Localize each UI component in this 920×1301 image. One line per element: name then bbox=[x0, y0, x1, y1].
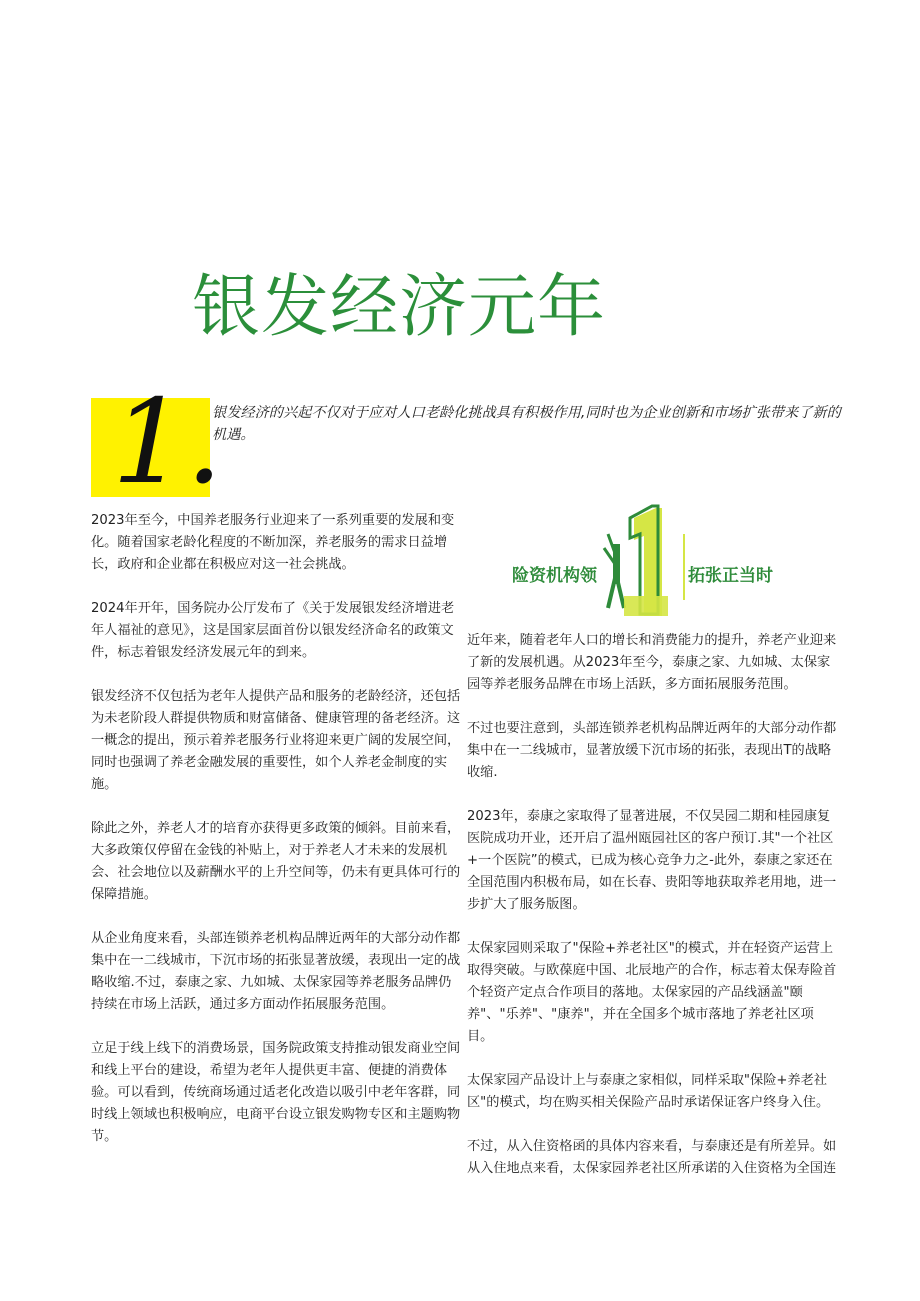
page-title: 银发经济元年 bbox=[192, 268, 607, 347]
paragraph: 2024年开年，国务院办公厅发布了《关于发展银发经济增进老年人福祉的意见》，这是国家层面首份以银发经济命名的政策文件，标志着银发经济发展元年的到来。 bbox=[91, 601, 455, 660]
paragraph: 不过也要注意到，头部连锁养老机构品牌近两年的大部分动作都集中在一二线城市，显著放缓下沉市场的拓张，表现出T的战略收缩. bbox=[467, 721, 837, 780]
right-column bbox=[467, 630, 839, 1202]
paragraph: 2023年，泰康之家取得了显著进展，不仅吴园二期和桂园康复医院成功开业，还开启了温州瓯园社区的客户预订.其"一个社区+一个医院”的模式，已成为核心竞争力之-此外，泰康之家还在全国范围内积极布局，如在长春、贵阳等地获取养老用地，进一步扩大了服务版图。 bbox=[467, 809, 837, 912]
paragraph: 近年来，随着老年人口的增长和消费能力的提升，养老产业迎来了新的发展机遇。从2023年至今，泰康之家、九如城、太保家园等养老服务品牌在市场上活跃，多方面拓展服务范围。 bbox=[467, 633, 837, 692]
banner-left-text: 险资机构领 bbox=[512, 566, 597, 586]
paragraph: 立足于线上线下的消费场景，国务院政策支持推动银发商业空间和线上平台的建设，希望为老年人提供更丰富、便捷的消费体验。可以看到，传统商场通过适老化改造以吸引中老年客群，同时线上领域也积极响应，电商平台设立银发购物专区和主题购物节。 bbox=[91, 1041, 461, 1144]
section-number: 1. bbox=[112, 375, 223, 510]
paragraph: 不过，从入住资格函的具体内容来看，与泰康还是有所差异。如从入住地点来看，太保家园养老社区所承诺的入住资格为全国连 bbox=[467, 1139, 837, 1176]
paragraph: 太保家园产品设计上与泰康之家相似，同样采取"保险+养老社区"的模式，均在购买相关保险产品时承诺保证客户终身入住。 bbox=[467, 1073, 830, 1110]
paragraph: 银发经济不仅包括为老年人提供产品和服务的老龄经济，还包括为未老阶段人群提供物质和财富储备、健康管理的备老经济。这一概念的提出，预示着养老服务行业将迎来更广阔的发展空间，同时也强调了养老金融发展的重要性，如个人养老金制度的实施。 bbox=[91, 689, 461, 792]
paragraph: 从企业角度来看，头部连锁养老机构品牌近两年的大部分动作都集中在一二线城市，下沉市场的拓张显著放缓，表现出一定的战略收缩.不过，泰康之家、九如城、太保家园等养老服务品牌仍持续在市场上活跃，通过多方面动作拓展服务范围。 bbox=[91, 931, 461, 1012]
lead-paragraph: 银发经济的兴起不仅对于应对人口老龄化挑战具有积极作用,同时也为企业创新和市场扩张带来了新的机遇。 bbox=[212, 405, 841, 443]
banner-number-one bbox=[624, 506, 668, 616]
wheat-icon bbox=[604, 534, 624, 608]
paragraph: 除此之外，养老人才的培育亦获得更多政策的倾斜。目前来看，大多政策仅停留在金钱的补贴上，对于养老人才未来的发展机会、社会地位以及薪酬水平的上升空间等，仍未有更具体可行的保障措施。 bbox=[91, 821, 461, 902]
left-column bbox=[91, 510, 463, 1170]
banner-right-text: 拓张正当时 bbox=[688, 566, 773, 586]
section-banner bbox=[512, 504, 784, 622]
paragraph: 2023年至今，中国养老服务行业迎来了一系列重要的发展和变化。随着国家老龄化程度的不断加深，养老服务的需求日益增长，政府和企业都在积极应对这一社会挑战。 bbox=[91, 513, 455, 572]
paragraph: 太保家园则采取了"保险+养老社区"的模式，并在轻资产运营上取得突破。与欧葆庭中国、北辰地产的合作，标志着太保寿险首个轻资产定点合作项目的落地。太保家园的产品线涵盖"颐养"、"乐养"、"康养"，并在全国多个城市落地了养老社区项目。 bbox=[467, 941, 837, 1044]
